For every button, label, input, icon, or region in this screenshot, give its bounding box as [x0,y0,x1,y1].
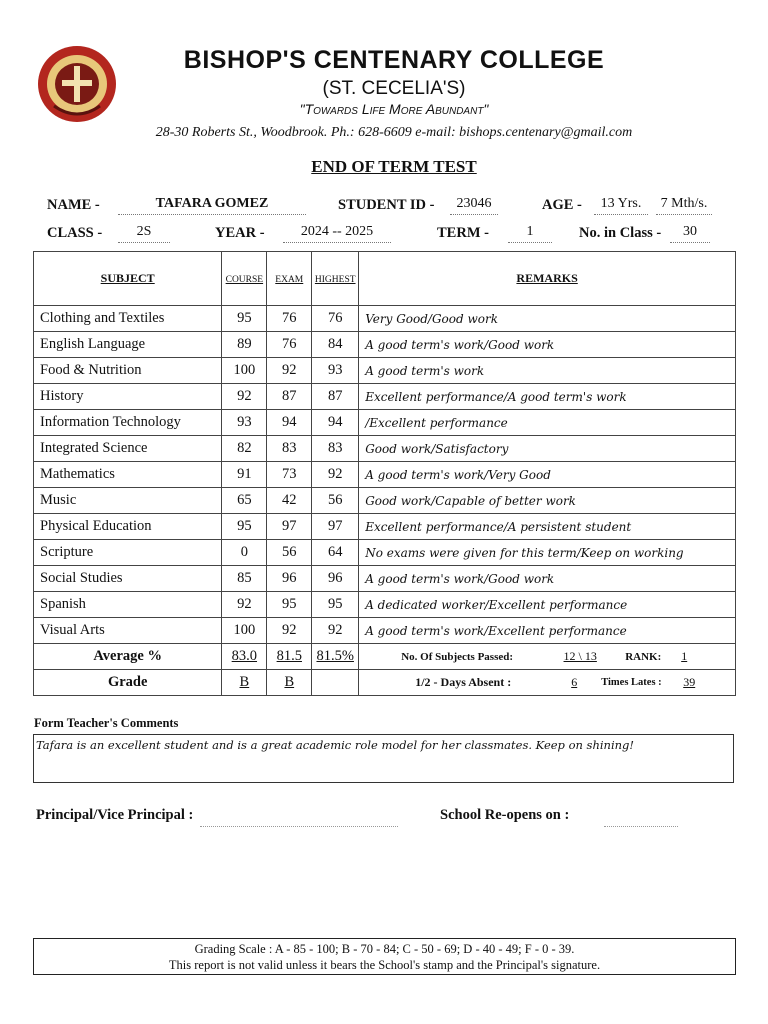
highest-cell: 84 [312,332,359,358]
remarks-header: REMARKS [516,271,578,285]
rank-value: 1 [681,649,688,663]
course-cell: 0 [222,540,267,566]
college-subname: (ST. CECELIA'S) [322,78,466,99]
table-row [34,358,736,384]
exam-header: EXAM [275,275,304,285]
remarks-cell: Very Good/Good work [359,306,736,332]
remarks-cell: No exams were given for this term/Keep on working [359,540,736,566]
course-cell: 95 [222,306,267,332]
document-title: END OF TERM TEST [311,157,477,176]
exam-cell: 92 [267,618,312,644]
days-absent-label: 1/2 - Days Absent : [415,675,512,689]
highest-header: HIGHEST [314,275,356,285]
subject-cell: Spanish [34,592,222,618]
age-months: 7 Mth/s. [656,196,712,215]
remarks-cell: Good work/Satisfactory [359,436,736,462]
table-header-row [34,252,736,306]
exam-cell: 87 [267,384,312,410]
reopens-date-line [604,812,678,827]
exam-cell: 92 [267,358,312,384]
grade-exam: B [284,674,295,690]
form-teacher-comments-text: Tafara is an excellent student and is a great academic role model for her classmates. Keep on shining! [33,734,734,783]
class-value: 2S [118,224,170,243]
highest-cell: 96 [312,566,359,592]
grades-table [33,251,736,696]
subject-cell: History [34,384,222,410]
subject-cell: Clothing and Textiles [34,306,222,332]
highest-cell: 97 [312,514,359,540]
college-name: BISHOP'S CENTENARY COLLEGE [183,46,605,74]
remarks-cell: A good term's work/Good work [359,332,736,358]
subject-cell: Food & Nutrition [34,358,222,384]
remarks-cell: Good work/Capable of better work [359,488,736,514]
highest-cell: 94 [312,410,359,436]
subject-cell: Music [34,488,222,514]
grading-scale: Grading Scale : A - 85 - 100; B - 70 - 84; C - 50 - 69; D - 40 - 49; F - 0 - 39. [194,942,575,956]
remarks-cell: Excellent performance/A persistent student [359,514,736,540]
college-motto: "Towards Life More Abundant" [299,101,489,117]
student-name: TAFARA GOMEZ [118,196,306,215]
exam-cell: 76 [267,306,312,332]
student-id: 23046 [450,196,498,215]
course-cell: 92 [222,384,267,410]
year-value: 2024 -- 2025 [283,224,391,243]
table-row [34,592,736,618]
exam-cell: 97 [267,514,312,540]
highest-cell: 93 [312,358,359,384]
table-row [34,410,736,436]
reopens-label: School Re-opens on : [440,807,570,823]
table-row [34,488,736,514]
course-cell: 95 [222,514,267,540]
table-row [34,332,736,358]
subjects-passed-value: 12 \ 13 [563,649,597,663]
course-cell: 92 [222,592,267,618]
times-late-value: 39 [683,675,696,689]
course-header: COURSE [225,275,264,285]
course-cell: 91 [222,462,267,488]
college-address: 28-30 Roberts St., Woodbrook. Ph.: 628-6609 e-mail: bishops.centenary@gmail.com [155,125,633,140]
subject-cell: Social Studies [34,566,222,592]
principal-signature-line [200,812,398,827]
grade-row [34,670,736,696]
class-count-label: No. in Class - [579,225,662,241]
table-row [34,462,736,488]
grade-highest-empty [312,670,359,696]
remarks-cell: Excellent performance/A good term's work [359,384,736,410]
exam-cell: 42 [267,488,312,514]
course-cell: 82 [222,436,267,462]
highest-cell: 76 [312,306,359,332]
table-row [34,618,736,644]
term-label: TERM - [437,225,489,241]
subjects-passed-label: No. Of Subjects Passed: [401,650,514,663]
table-row [34,436,736,462]
course-cell: 85 [222,566,267,592]
table-row [34,384,736,410]
table-row [34,566,736,592]
footer-box [33,938,736,975]
remarks-cell: A good term's work/Good work [359,566,736,592]
remarks-cell: A dedicated worker/Excellent performance [359,592,736,618]
rank-label: RANK: [625,650,662,663]
average-course: 83.0 [231,648,258,664]
exam-cell: 83 [267,436,312,462]
average-highest: 81.5% [316,648,354,664]
subject-cell: Scripture [34,540,222,566]
name-label: NAME - [47,197,100,213]
exam-cell: 95 [267,592,312,618]
table-row [34,306,736,332]
form-teacher-comments-label: Form Teacher's Comments [34,716,179,730]
highest-cell: 56 [312,488,359,514]
table-row [34,540,736,566]
highest-cell: 95 [312,592,359,618]
principal-label: Principal/Vice Principal : [36,807,194,823]
subject-cell: Visual Arts [34,618,222,644]
age-years: 13 Yrs. [594,196,648,215]
highest-cell: 83 [312,436,359,462]
subject-header: SUBJECT [100,271,155,285]
subject-cell: English Language [34,332,222,358]
highest-cell: 64 [312,540,359,566]
average-row [34,644,736,670]
remarks-cell: A good term's work/Excellent performance [359,618,736,644]
average-exam: 81.5 [276,648,302,664]
grade-course: B [239,674,250,690]
class-count: 30 [670,224,710,243]
average-label: Average % [34,644,222,670]
highest-cell: 87 [312,384,359,410]
remarks-cell: /Excellent performance [359,410,736,436]
class-label: CLASS - [47,225,103,241]
course-cell: 65 [222,488,267,514]
times-late-label: Times Lates : [601,677,662,688]
course-cell: 100 [222,618,267,644]
course-cell: 93 [222,410,267,436]
subject-cell: Physical Education [34,514,222,540]
exam-cell: 94 [267,410,312,436]
subject-cell: Integrated Science [34,436,222,462]
course-cell: 89 [222,332,267,358]
age-label: AGE - [542,197,582,213]
exam-cell: 73 [267,462,312,488]
subject-cell: Mathematics [34,462,222,488]
exam-cell: 76 [267,332,312,358]
year-label: YEAR - [215,225,265,241]
exam-cell: 96 [267,566,312,592]
remarks-cell: A good term's work/Very Good [359,462,736,488]
term-value: 1 [508,224,552,243]
subject-cell: Information Technology [34,410,222,436]
student-id-label: STUDENT ID - [338,197,435,213]
highest-cell: 92 [312,462,359,488]
exam-cell: 56 [267,540,312,566]
course-cell: 100 [222,358,267,384]
validity-note: This report is not valid unless it bears the School's stamp and the Principal's signature. [168,958,601,972]
days-absent-value: 6 [571,675,578,689]
remarks-cell: A good term's work [359,358,736,384]
table-row [34,514,736,540]
highest-cell: 92 [312,618,359,644]
grade-label: Grade [34,670,222,696]
